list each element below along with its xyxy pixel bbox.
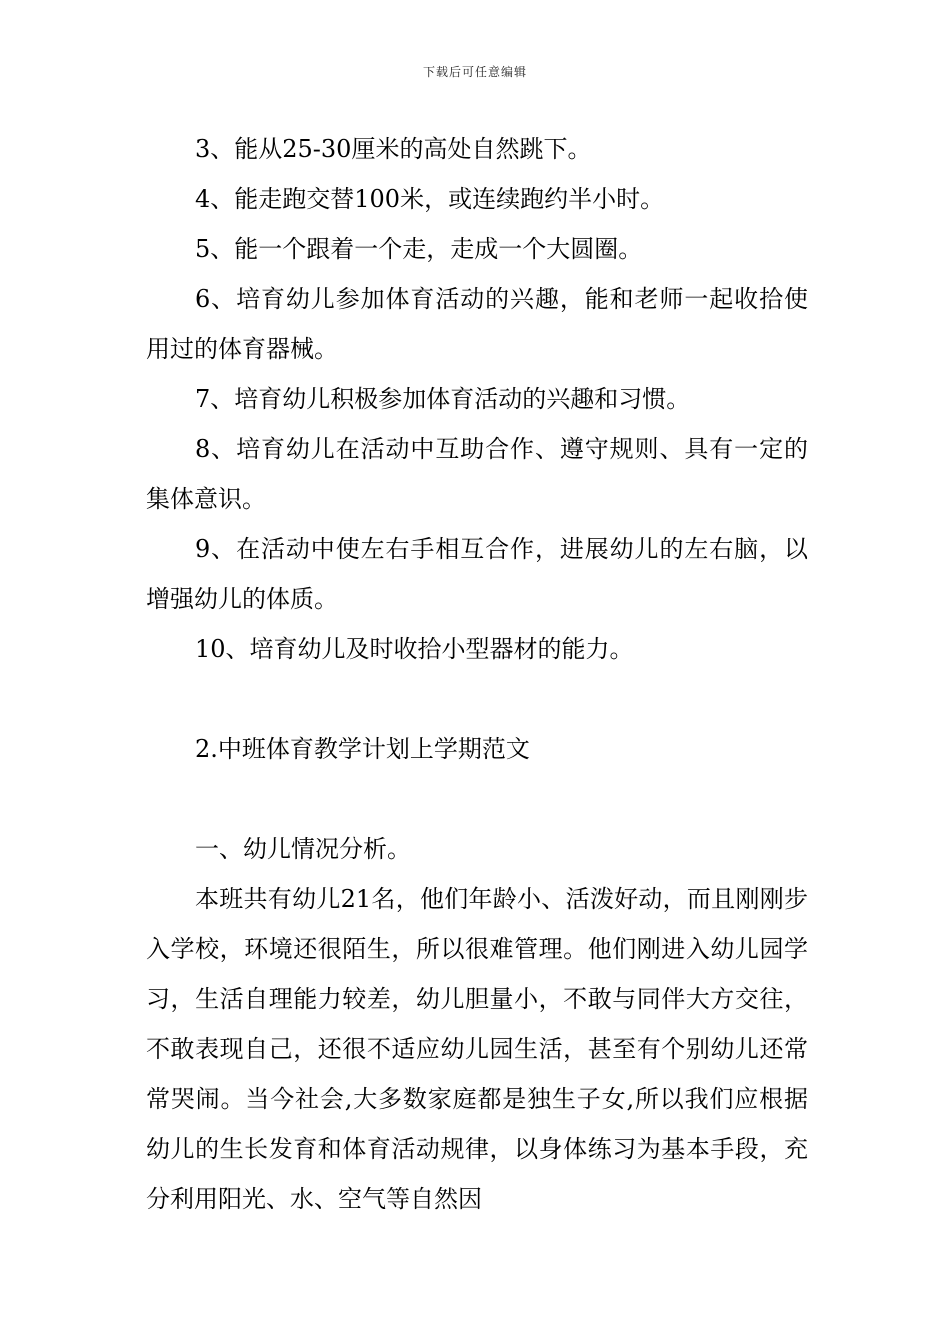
- list-item-8: 8、培育幼儿在活动中互助合作、遵守规则、具有一定的集体意识。: [146, 435, 808, 513]
- list-item-3: 3、能从25-30厘米的高处自然跳下。: [195, 135, 592, 163]
- list-item-5: 5、能一个跟着一个走，走成一个大圆圈。: [195, 235, 643, 263]
- list-item-10: 10、培育幼儿及时收拾小型器材的能力。: [195, 635, 634, 663]
- list-item-6: 6、培育幼儿参加体育活动的兴趣，能和老师一起收拾使用过的体育器械。: [146, 285, 808, 363]
- page-header: 下载后可任意编辑: [422, 65, 527, 79]
- section-title: 2.中班体育教学计划上学期范文: [195, 735, 530, 763]
- body-paragraph: 本班共有幼儿21名，他们年龄小、活泼好动，而且刚刚步入学校，环境还很陌生，所以很难管理。他们刚进入幼儿园学习，生活自理能力较差，幼儿胆量小，不敢与同伴大方交往，不敢表现自己，还很不适应幼儿园生活，甚至有个别幼儿还常常哭闹。当今社会,大多数家庭都是独生子女,所以我们应根据幼儿的生长发育和体育活动规律，以身体练习为基本手段，充分利用阳光、水、空气等自然因: [146, 885, 808, 1213]
- subsection-heading: 一、幼儿情况分析。: [195, 835, 411, 863]
- list-item-4: 4、能走跑交替100米，或连续跑约半小时。: [195, 185, 665, 213]
- list-item-9: 9、在活动中使左右手相互合作，进展幼儿的左右脑，以增强幼儿的体质。: [146, 535, 808, 613]
- list-item-7: 7、培育幼儿积极参加体育活动的兴趣和习惯。: [195, 385, 691, 413]
- document-body: [146, 124, 808, 1224]
